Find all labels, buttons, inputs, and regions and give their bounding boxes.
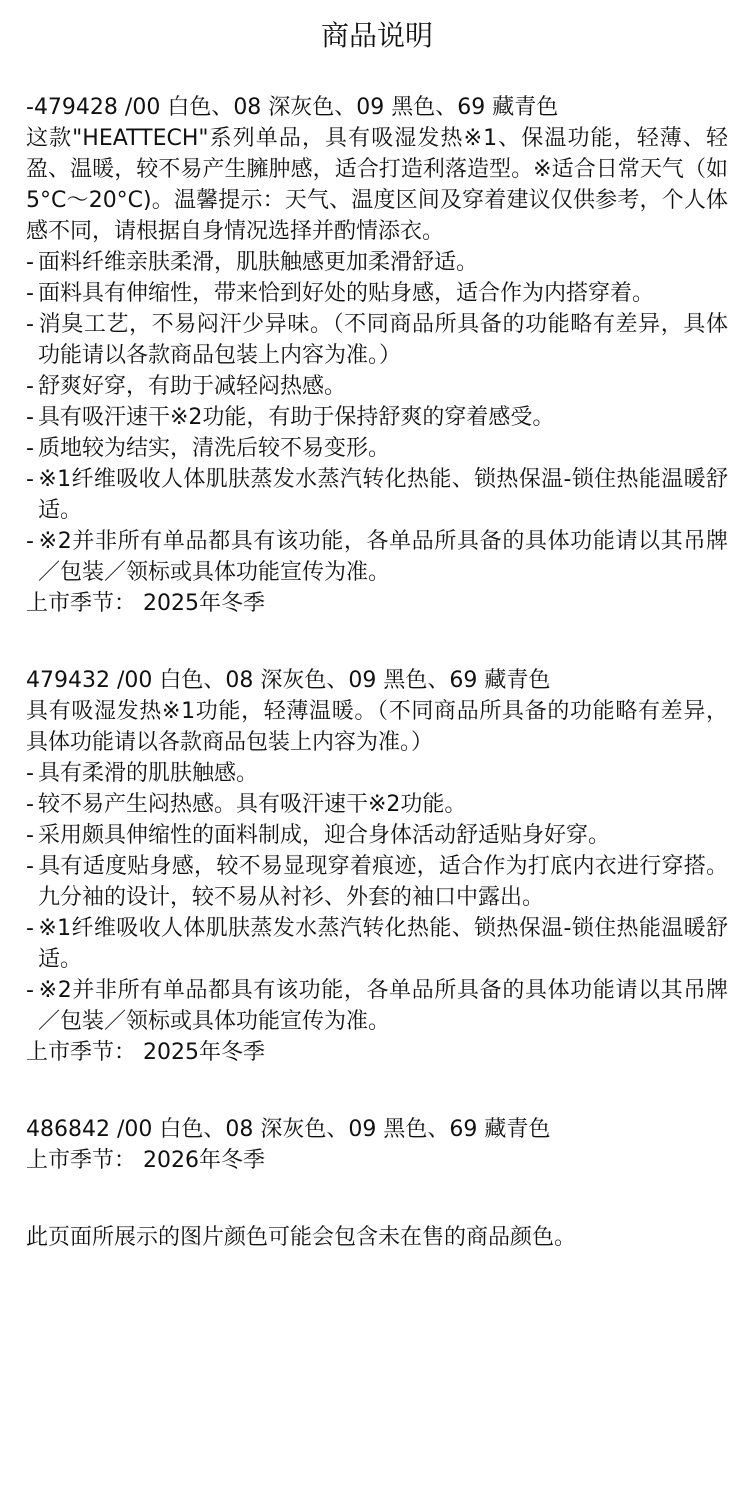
color-disclaimer: 此页面所展示的图片颜色可能会包含未在售的商品颜色。: [26, 1225, 577, 1250]
feature-item: - 具有柔滑的肌肤触感。: [26, 761, 259, 786]
feature-item: - 质地较为结实，清洗后较不易变形。: [26, 436, 391, 461]
product-intro: 具有吸湿发热※1功能，轻薄温暖。（不同商品所具备的功能略有差异，具体功能请以各款商品包装上内容为准。）: [26, 699, 728, 755]
feature-item: - ※2并非所有单品都具有该功能，各单品所具备的具体功能请以其吊牌／包装／领标或具体功能宣传为准。: [26, 978, 728, 1034]
feature-item: - 采用颇具伸缩性的面料制成，迎合身体活动舒适贴身好穿。: [26, 823, 611, 848]
feature-item: - ※1纤维吸收人体肌肤蒸发水蒸汽转化热能、锁热保温-锁住热能温暖舒适。: [26, 916, 728, 972]
product-header: 479432 /00 白色、08 深灰色、09 黑色、69 藏青色: [26, 668, 551, 693]
feature-item: - 具有适度贴身感，较不易显现穿着痕迹，适合作为打底内衣进行穿搭。九分袖的设计，较不易从衬衫、外套的袖口中露出。: [26, 854, 728, 910]
product-header: -479428 /00 白色、08 深灰色、09 黑色、69 藏青色: [26, 95, 559, 120]
feature-item: - 舒爽好穿，有助于减轻闷热感。: [26, 374, 347, 399]
feature-item: - 面料纤维亲肤柔滑，肌肤触感更加柔滑舒适。: [26, 250, 479, 275]
feature-item: - 面料具有伸缩性，带来恰到好处的贴身感，适合作为内搭穿着。: [26, 281, 655, 306]
feature-item: - 具有吸汗速干※2功能，有助于保持舒爽的穿着感受。: [26, 405, 555, 430]
feature-item: - ※1纤维吸收人体肌肤蒸发水蒸汽转化热能、锁热保温-锁住热能温暖舒适。: [26, 467, 728, 523]
product-intro: 这款"HEATTECH"系列单品，具有吸湿发热※1、保温功能，轻薄、轻盈、温暖，较不易产生臃肿感，适合打造利落造型。※适合日常天气（如5°C～20°C)。温馨提示：天气、温度区间及穿着建议仅供参考，个人体感不同，请根据自身情况选择并酌情添衣。: [26, 126, 728, 244]
product-header: 486842 /00 白色、08 深灰色、09 黑色、69 藏青色: [26, 1117, 551, 1142]
feature-item: - 消臭工艺，不易闷汗少异味。（不同商品所具备的功能略有差异，具体功能请以各款商品包装上内容为准。）: [26, 312, 728, 368]
release-season: 上市季节： 2025年冬季: [26, 1040, 265, 1065]
feature-item: - 较不易产生闷热感。具有吸汗速干※2功能。: [26, 792, 467, 817]
page-title: 商品说明: [320, 19, 433, 52]
feature-item: - ※2并非所有单品都具有该功能，各单品所具备的具体功能请以其吊牌／包装／领标或具体功能宣传为准。: [26, 529, 728, 585]
product-section-486842: [26, 1114, 728, 1176]
release-season: 上市季节： 2025年冬季: [26, 591, 265, 616]
release-season: 上市季节： 2026年冬季: [26, 1148, 265, 1173]
product-section-479428: [26, 92, 728, 619]
product-section-479432: [26, 665, 728, 1068]
